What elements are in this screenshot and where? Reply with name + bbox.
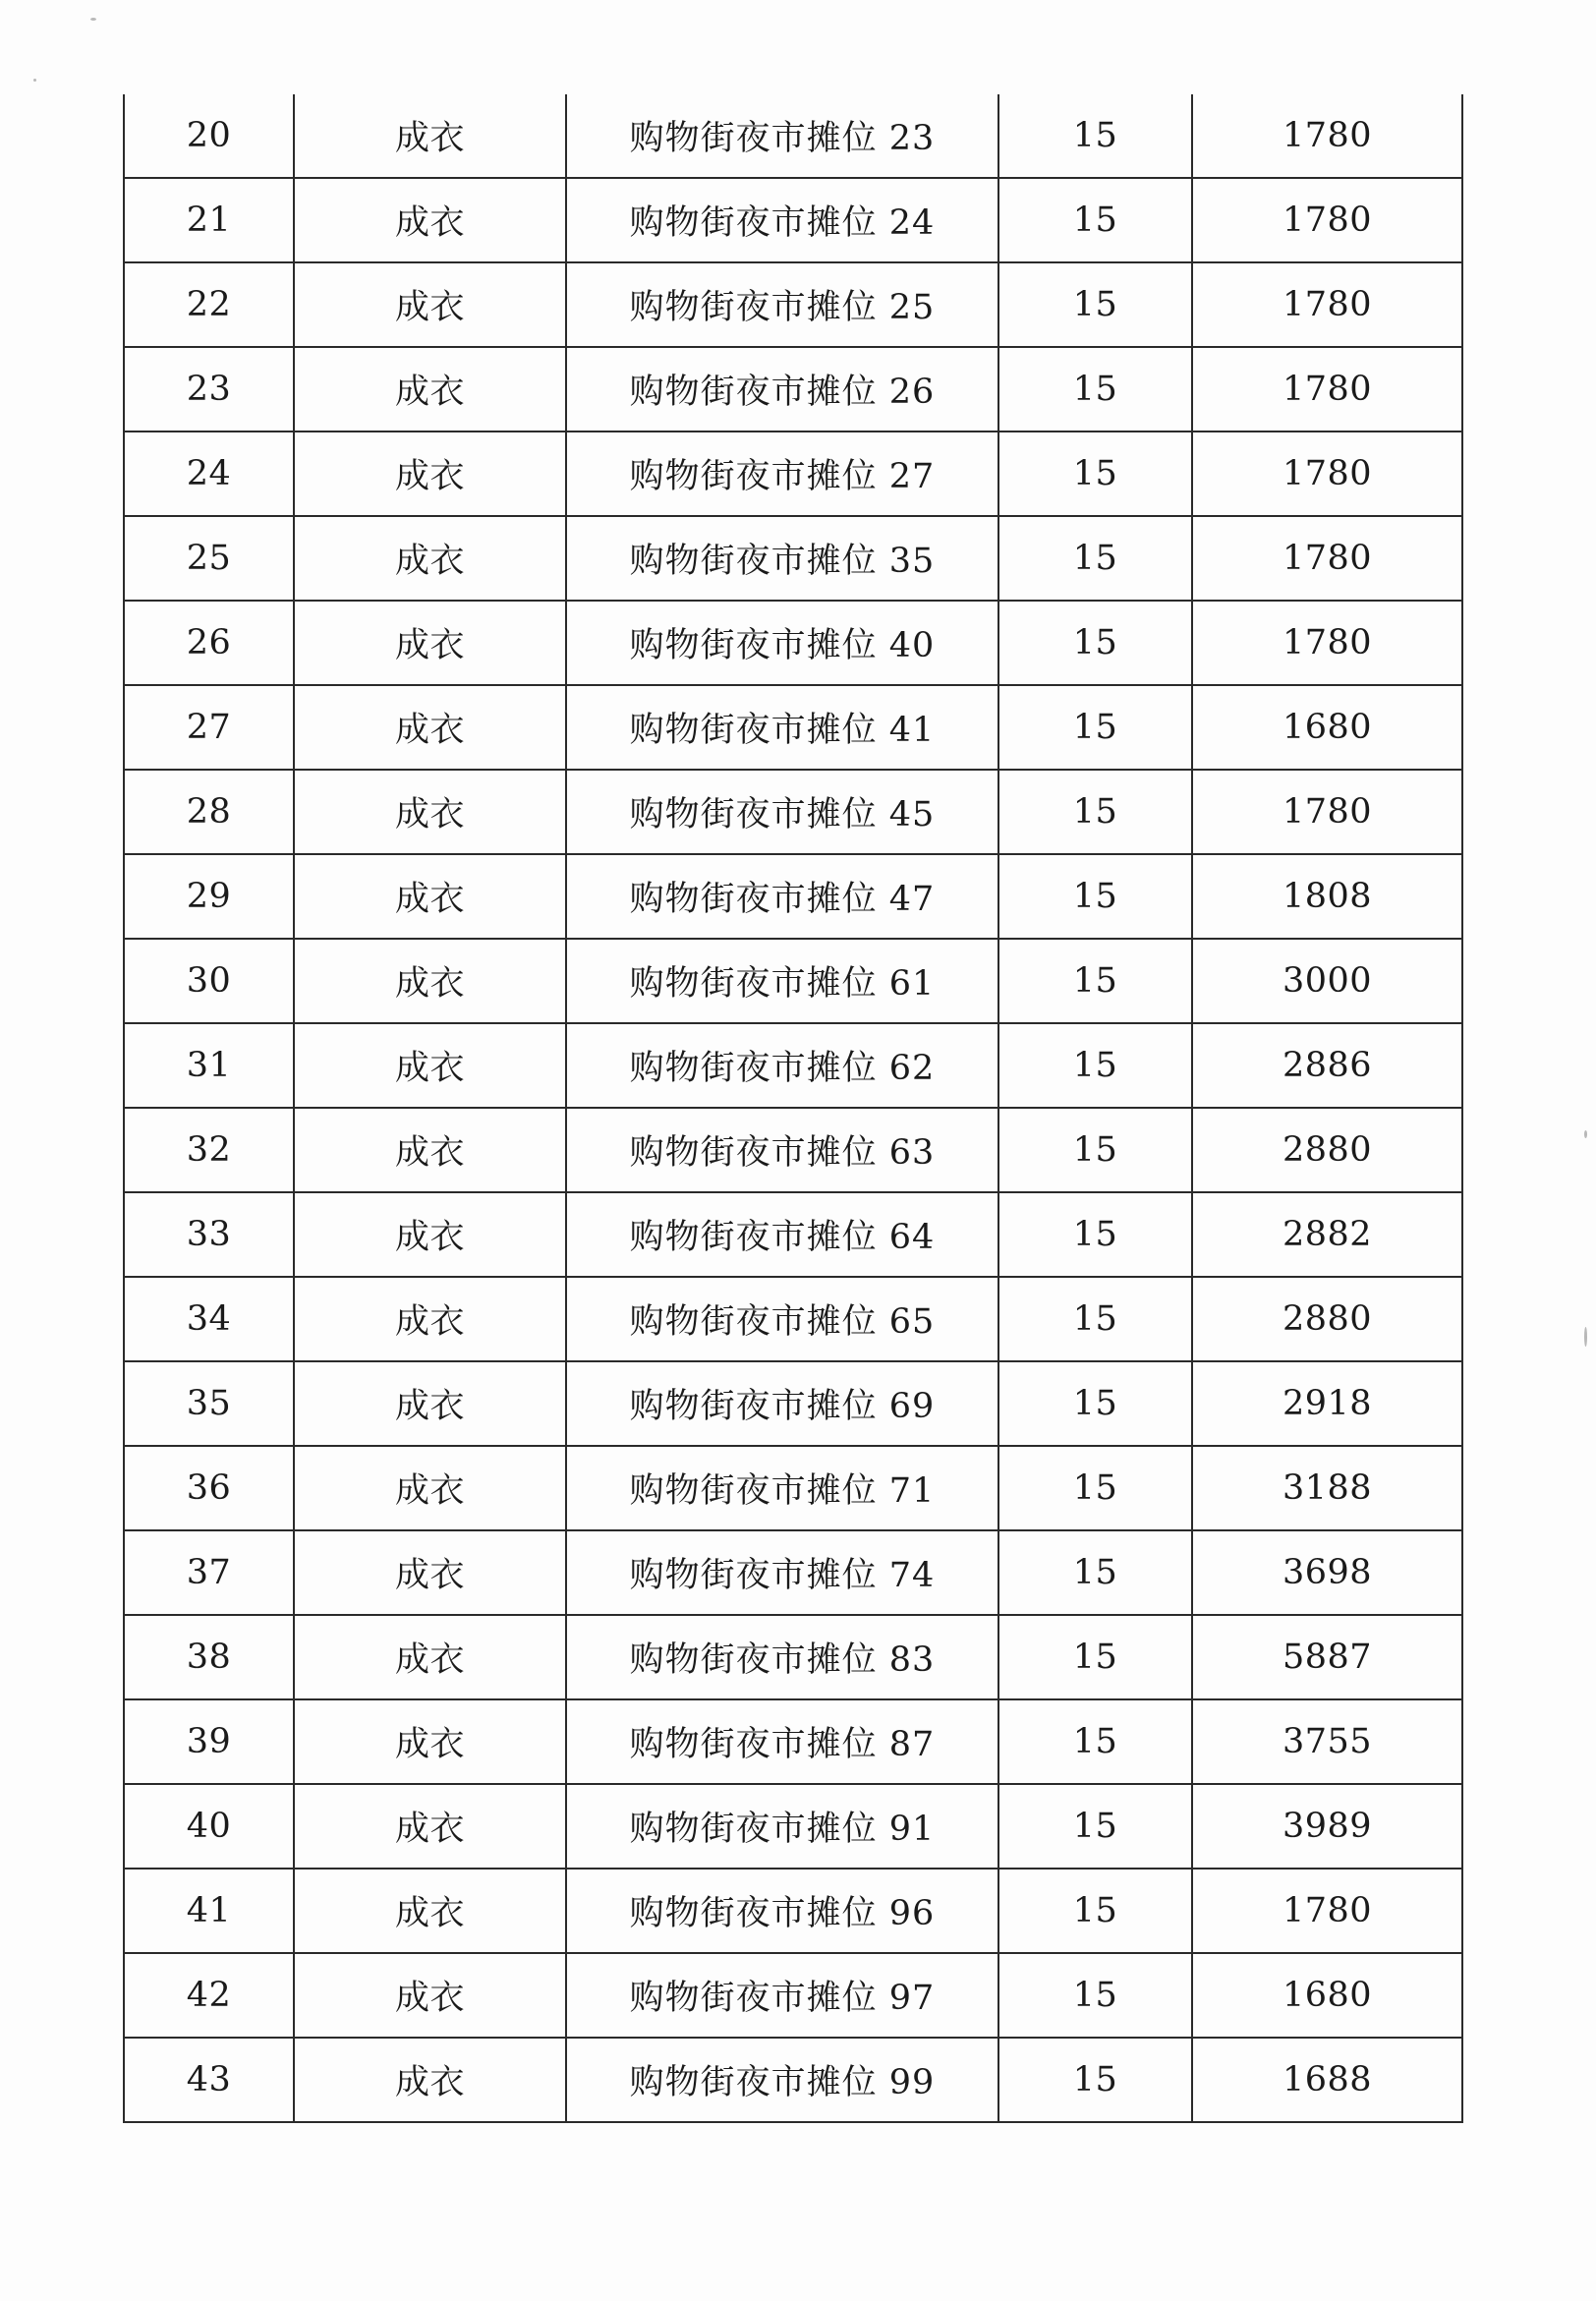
amount-cell: 1780 <box>1192 516 1462 601</box>
amount-cell: 1780 <box>1192 1869 1462 1953</box>
term-cell: 15 <box>998 262 1192 347</box>
stall-name-cell: 购物街夜市摊位 96 <box>566 1869 998 1953</box>
stall-name-cell: 购物街夜市摊位 41 <box>566 685 998 770</box>
amount-cell: 1780 <box>1192 601 1462 685</box>
table-row <box>124 2038 1462 2122</box>
stall-table <box>123 94 1463 2123</box>
stall-name-cell: 购物街夜市摊位 64 <box>566 1192 998 1277</box>
stall-name-cell: 购物街夜市摊位 97 <box>566 1953 998 2038</box>
row-number-cell: 30 <box>124 939 294 1023</box>
term-cell: 15 <box>998 347 1192 431</box>
category-cell: 成衣 <box>294 94 566 178</box>
row-number-cell: 27 <box>124 685 294 770</box>
table-row <box>124 1192 1462 1277</box>
row-number-cell: 34 <box>124 1277 294 1361</box>
stall-name-cell: 购物街夜市摊位 23 <box>566 94 998 178</box>
row-number-cell: 23 <box>124 347 294 431</box>
category-cell: 成衣 <box>294 601 566 685</box>
scan-speck <box>33 79 36 82</box>
category-cell: 成衣 <box>294 1361 566 1446</box>
amount-cell: 2880 <box>1192 1277 1462 1361</box>
table-row <box>124 685 1462 770</box>
amount-cell: 1680 <box>1192 685 1462 770</box>
stall-name-cell: 购物街夜市摊位 24 <box>566 178 998 262</box>
category-cell: 成衣 <box>294 685 566 770</box>
amount-cell: 1780 <box>1192 94 1462 178</box>
category-cell: 成衣 <box>294 1615 566 1699</box>
amount-cell: 3188 <box>1192 1446 1462 1530</box>
row-number-cell: 32 <box>124 1108 294 1192</box>
scan-speck <box>1584 1130 1587 1138</box>
row-number-cell: 38 <box>124 1615 294 1699</box>
table-row <box>124 939 1462 1023</box>
table-row <box>124 601 1462 685</box>
term-cell: 15 <box>998 1784 1192 1869</box>
term-cell: 15 <box>998 94 1192 178</box>
stall-name-cell: 购物街夜市摊位 62 <box>566 1023 998 1108</box>
term-cell: 15 <box>998 1023 1192 1108</box>
category-cell: 成衣 <box>294 516 566 601</box>
stall-name-cell: 购物街夜市摊位 61 <box>566 939 998 1023</box>
category-cell: 成衣 <box>294 1277 566 1361</box>
row-number-cell: 33 <box>124 1192 294 1277</box>
row-number-cell: 36 <box>124 1446 294 1530</box>
amount-cell: 2880 <box>1192 1108 1462 1192</box>
amount-cell: 1680 <box>1192 1953 1462 2038</box>
category-cell: 成衣 <box>294 347 566 431</box>
amount-cell: 2882 <box>1192 1192 1462 1277</box>
amount-cell: 1688 <box>1192 2038 1462 2122</box>
category-cell: 成衣 <box>294 1108 566 1192</box>
table-row <box>124 1446 1462 1530</box>
stall-name-cell: 购物街夜市摊位 45 <box>566 770 998 854</box>
term-cell: 15 <box>998 939 1192 1023</box>
stall-name-cell: 购物街夜市摊位 35 <box>566 516 998 601</box>
stall-name-cell: 购物街夜市摊位 87 <box>566 1699 998 1784</box>
category-cell: 成衣 <box>294 431 566 516</box>
stall-name-cell: 购物街夜市摊位 65 <box>566 1277 998 1361</box>
stall-table-body <box>124 94 1462 2122</box>
category-cell: 成衣 <box>294 1023 566 1108</box>
term-cell: 15 <box>998 516 1192 601</box>
table-row <box>124 262 1462 347</box>
category-cell: 成衣 <box>294 1530 566 1615</box>
amount-cell: 1808 <box>1192 854 1462 939</box>
row-number-cell: 39 <box>124 1699 294 1784</box>
term-cell: 15 <box>998 1108 1192 1192</box>
row-number-cell: 25 <box>124 516 294 601</box>
row-number-cell: 21 <box>124 178 294 262</box>
term-cell: 15 <box>998 854 1192 939</box>
term-cell: 15 <box>998 685 1192 770</box>
stall-name-cell: 购物街夜市摊位 71 <box>566 1446 998 1530</box>
amount-cell: 3755 <box>1192 1699 1462 1784</box>
row-number-cell: 41 <box>124 1869 294 1953</box>
term-cell: 15 <box>998 1446 1192 1530</box>
table-row <box>124 347 1462 431</box>
scan-speck <box>90 18 96 21</box>
stall-name-cell: 购物街夜市摊位 26 <box>566 347 998 431</box>
amount-cell: 1780 <box>1192 178 1462 262</box>
table-row <box>124 1023 1462 1108</box>
table-row <box>124 1108 1462 1192</box>
stall-name-cell: 购物街夜市摊位 74 <box>566 1530 998 1615</box>
category-cell: 成衣 <box>294 1699 566 1784</box>
row-number-cell: 40 <box>124 1784 294 1869</box>
row-number-cell: 37 <box>124 1530 294 1615</box>
amount-cell: 5887 <box>1192 1615 1462 1699</box>
row-number-cell: 24 <box>124 431 294 516</box>
category-cell: 成衣 <box>294 2038 566 2122</box>
term-cell: 15 <box>998 1699 1192 1784</box>
term-cell: 15 <box>998 1530 1192 1615</box>
term-cell: 15 <box>998 601 1192 685</box>
term-cell: 15 <box>998 1192 1192 1277</box>
term-cell: 15 <box>998 178 1192 262</box>
row-number-cell: 31 <box>124 1023 294 1108</box>
stall-name-cell: 购物街夜市摊位 25 <box>566 262 998 347</box>
term-cell: 15 <box>998 1361 1192 1446</box>
table-row <box>124 1277 1462 1361</box>
category-cell: 成衣 <box>294 939 566 1023</box>
category-cell: 成衣 <box>294 770 566 854</box>
stall-name-cell: 购物街夜市摊位 40 <box>566 601 998 685</box>
category-cell: 成衣 <box>294 1446 566 1530</box>
category-cell: 成衣 <box>294 854 566 939</box>
category-cell: 成衣 <box>294 1784 566 1869</box>
table-row <box>124 854 1462 939</box>
scan-speck <box>1584 1327 1587 1347</box>
table-row <box>124 1953 1462 2038</box>
term-cell: 15 <box>998 770 1192 854</box>
stall-name-cell: 购物街夜市摊位 91 <box>566 1784 998 1869</box>
category-cell: 成衣 <box>294 178 566 262</box>
row-number-cell: 35 <box>124 1361 294 1446</box>
table-row <box>124 1361 1462 1446</box>
table-row <box>124 1530 1462 1615</box>
row-number-cell: 22 <box>124 262 294 347</box>
row-number-cell: 42 <box>124 1953 294 2038</box>
amount-cell: 1780 <box>1192 770 1462 854</box>
amount-cell: 3989 <box>1192 1784 1462 1869</box>
category-cell: 成衣 <box>294 1953 566 2038</box>
table-row <box>124 516 1462 601</box>
amount-cell: 2886 <box>1192 1023 1462 1108</box>
term-cell: 15 <box>998 1953 1192 2038</box>
stall-name-cell: 购物街夜市摊位 47 <box>566 854 998 939</box>
category-cell: 成衣 <box>294 262 566 347</box>
amount-cell: 1780 <box>1192 347 1462 431</box>
amount-cell: 3698 <box>1192 1530 1462 1615</box>
term-cell: 15 <box>998 2038 1192 2122</box>
table-row <box>124 1869 1462 1953</box>
table-row <box>124 770 1462 854</box>
table-row <box>124 431 1462 516</box>
amount-cell: 1780 <box>1192 262 1462 347</box>
row-number-cell: 43 <box>124 2038 294 2122</box>
term-cell: 15 <box>998 1615 1192 1699</box>
row-number-cell: 29 <box>124 854 294 939</box>
table-row <box>124 1699 1462 1784</box>
table-row <box>124 178 1462 262</box>
table-row <box>124 1784 1462 1869</box>
table-row <box>124 94 1462 178</box>
term-cell: 15 <box>998 1869 1192 1953</box>
table-row <box>124 1615 1462 1699</box>
amount-cell: 1780 <box>1192 431 1462 516</box>
stall-name-cell: 购物街夜市摊位 63 <box>566 1108 998 1192</box>
term-cell: 15 <box>998 1277 1192 1361</box>
stall-name-cell: 购物街夜市摊位 99 <box>566 2038 998 2122</box>
row-number-cell: 26 <box>124 601 294 685</box>
stall-name-cell: 购物街夜市摊位 27 <box>566 431 998 516</box>
amount-cell: 3000 <box>1192 939 1462 1023</box>
row-number-cell: 20 <box>124 94 294 178</box>
category-cell: 成衣 <box>294 1192 566 1277</box>
stall-name-cell: 购物街夜市摊位 83 <box>566 1615 998 1699</box>
stall-name-cell: 购物街夜市摊位 69 <box>566 1361 998 1446</box>
row-number-cell: 28 <box>124 770 294 854</box>
stall-table-container <box>123 94 1461 2123</box>
term-cell: 15 <box>998 431 1192 516</box>
category-cell: 成衣 <box>294 1869 566 1953</box>
amount-cell: 2918 <box>1192 1361 1462 1446</box>
